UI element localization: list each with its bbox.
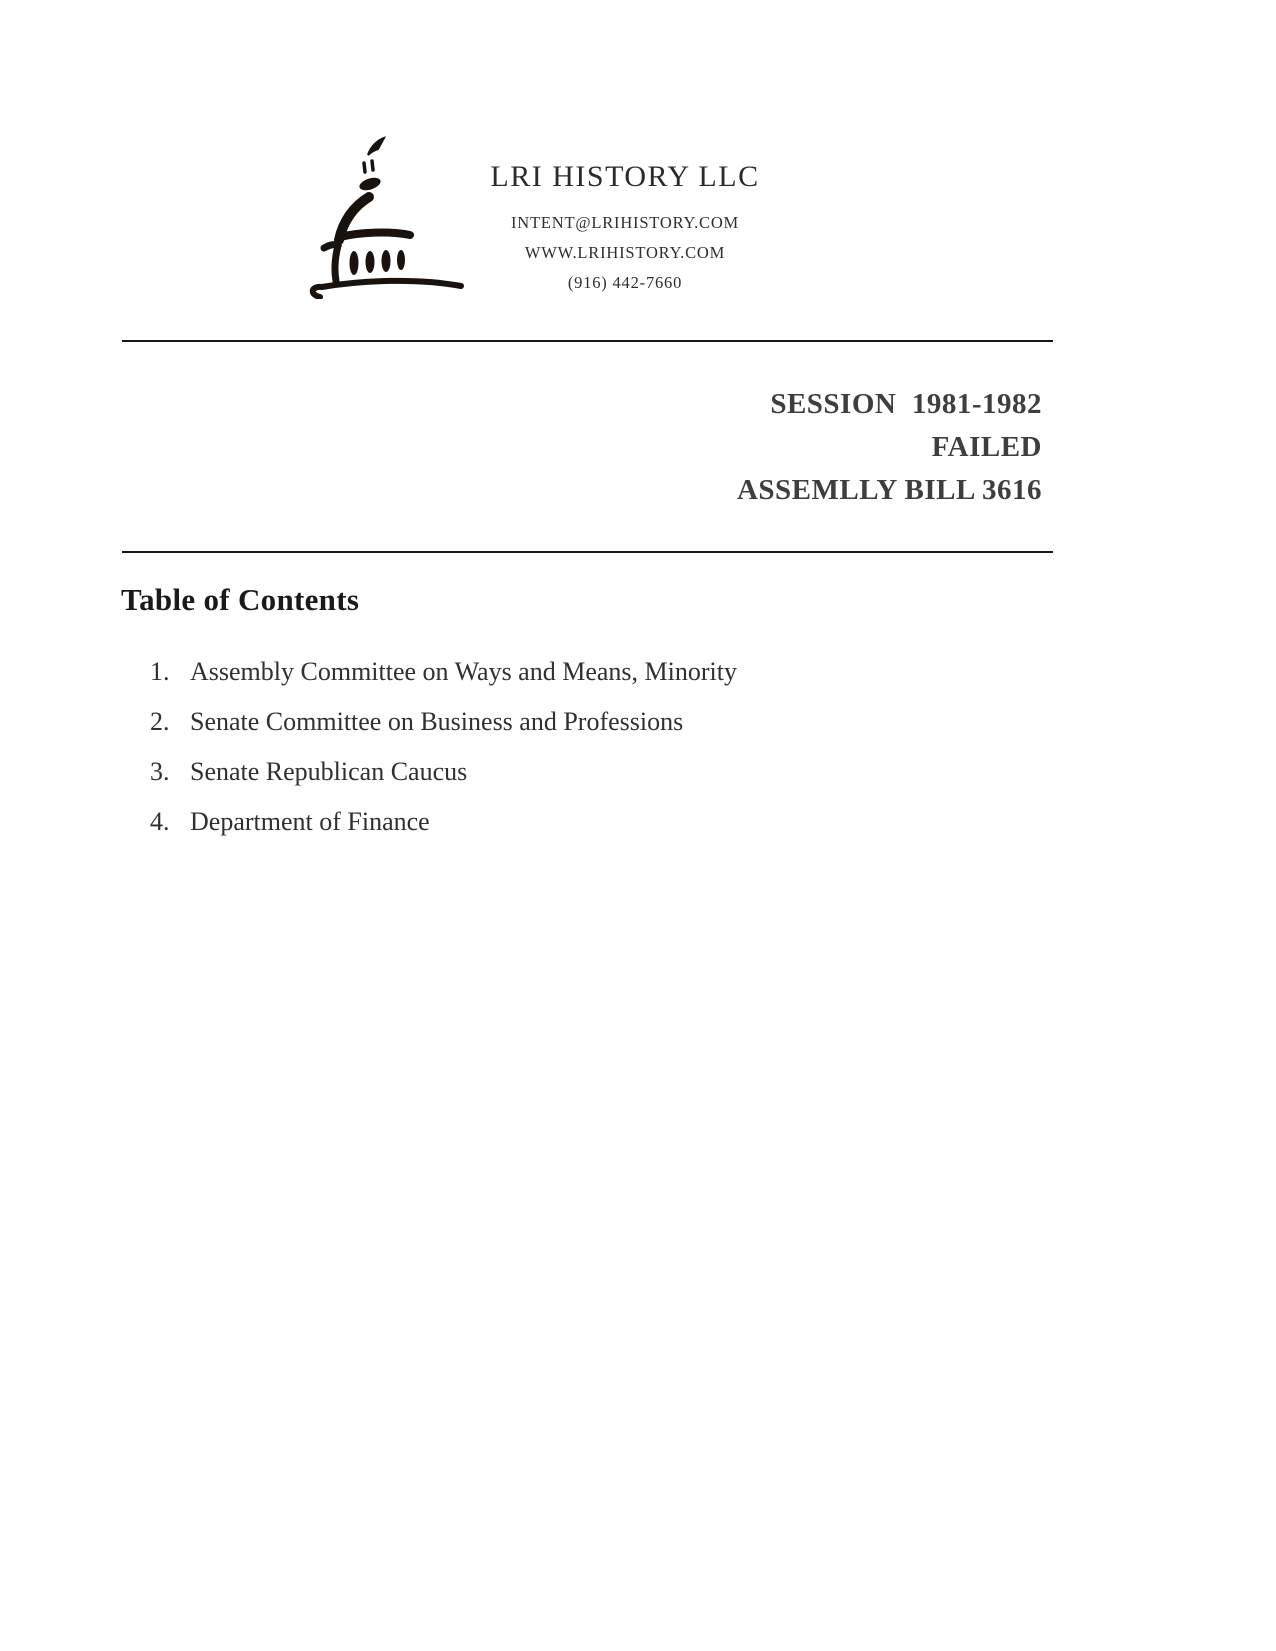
- toc-item-number: 4.: [150, 807, 170, 836]
- status-label: FAILED: [931, 431, 1042, 463]
- letterhead: [350, 158, 900, 298]
- toc-item-label: Assembly Committee on Ways and Means, Minority: [190, 657, 737, 686]
- toc-item: [150, 705, 1050, 739]
- toc-item: [150, 805, 1050, 839]
- website-text: WWW.LRIHISTORY.COM: [524, 243, 726, 262]
- toc-item-label: Department of Finance: [190, 807, 430, 836]
- divider-top: [122, 340, 1053, 342]
- toc-item-label: Senate Republican Caucus: [190, 757, 468, 786]
- bill-label: ASSEMLLY BILL 3616: [736, 474, 1042, 506]
- phone-text: (916) 442-7660: [567, 273, 683, 292]
- company-name: LRI HISTORY LLC: [490, 160, 760, 193]
- toc-item-number: 1.: [150, 657, 170, 686]
- toc-item-number: 2.: [150, 707, 170, 736]
- toc-item: [150, 755, 1050, 789]
- email-text: INTENT@LRIHISTORY.COM: [510, 213, 740, 232]
- session-block: [737, 383, 1042, 512]
- session-label: SESSION 1981-1982: [770, 388, 1042, 420]
- toc-item-label: Senate Committee on Business and Professions: [190, 707, 684, 736]
- toc-item-number: 3.: [150, 757, 170, 786]
- toc-heading: Table of Contents: [121, 582, 360, 617]
- divider-bottom: [122, 551, 1053, 553]
- toc-item: [150, 655, 1050, 689]
- toc-list: [150, 655, 1050, 855]
